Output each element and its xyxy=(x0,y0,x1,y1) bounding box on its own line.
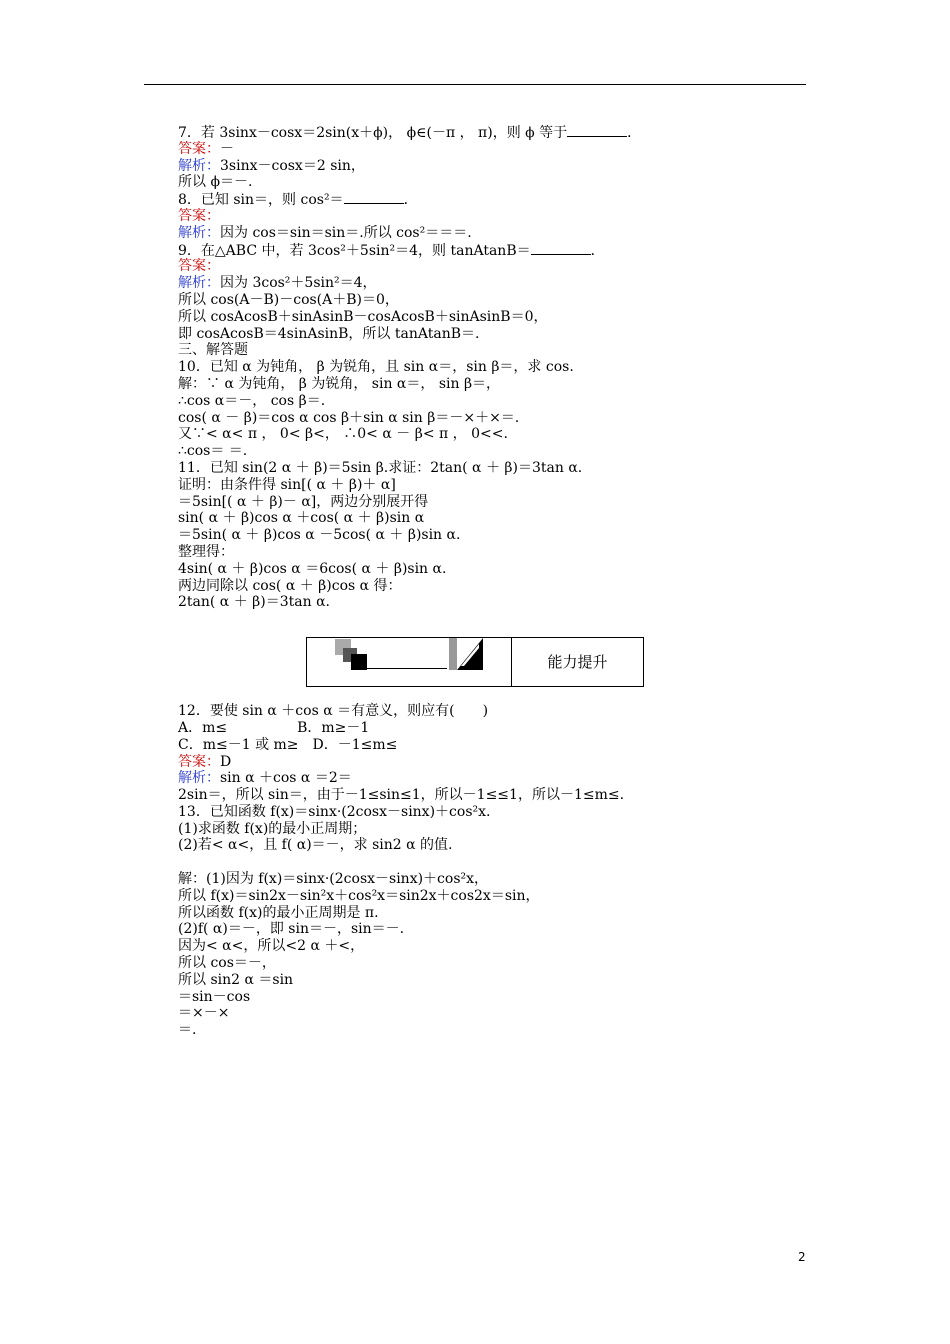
q13-line: 所以 sin2 α ＝sin xyxy=(178,971,294,988)
pencil-icon xyxy=(449,638,483,670)
banner-graphic xyxy=(307,638,512,686)
q13-line: 因为< α<，所以<2 α ＋<， xyxy=(178,938,365,955)
page-number: 2 xyxy=(798,1250,806,1264)
q9-answer xyxy=(178,258,778,275)
analysis-label: 解析： xyxy=(178,275,220,292)
q12-answer xyxy=(178,754,778,771)
analysis-label: 解析： xyxy=(178,157,220,174)
q11-line: 整理得： xyxy=(178,543,234,560)
q13-line: (2)f( α)＝－，即 sin＝－，sin＝－. xyxy=(178,921,405,938)
q11-line: 证明：由条件得 sin[( α ＋ β)＋ α] xyxy=(178,476,396,493)
header-rule xyxy=(144,84,806,85)
q12-answer-text: D xyxy=(220,753,232,770)
q7-answer-text: － xyxy=(220,140,234,157)
answer-blank xyxy=(531,242,591,255)
q8-stem-text: 8．已知 sin＝，则 cos²＝ xyxy=(178,192,344,209)
q9-line: 所以 cosAcosB＋sinAsinB－cosAcosB＋sinAsinB＝0， xyxy=(178,308,548,325)
q10-line: ∴cos α＝－， cos β＝. xyxy=(178,392,326,409)
answer-label: 答案： xyxy=(178,207,220,224)
q9-stem xyxy=(178,242,778,259)
analysis-label: 解析： xyxy=(178,770,220,787)
q7-line: 所以 ϕ＝－. xyxy=(178,174,253,191)
q12-block xyxy=(178,703,778,1039)
q13-line: 所以 cos＝－， xyxy=(178,955,276,972)
q8-analysis-text: 因为 cos＝sin＝sin＝.所以 cos²＝＝＝. xyxy=(220,224,472,241)
answer-label: 答案： xyxy=(178,753,220,770)
analysis-label: 解析： xyxy=(178,224,220,241)
q13-line: 13．已知函数 f(x)＝sinx·(2cosx－sinx)＋cos²x. xyxy=(178,803,491,820)
q8-stem-end: ． xyxy=(403,192,418,209)
q8-answer xyxy=(178,208,778,225)
q9-line: 所以 cos(A－B)－cos(A＋B)＝0， xyxy=(178,291,399,308)
decor-bar xyxy=(367,668,447,669)
q9-analysis xyxy=(178,275,778,292)
q11-line: 4sin( α ＋ β)cos α ＝6cos( α ＋ β)sin α. xyxy=(178,560,447,577)
q13-line: ＝. xyxy=(178,1022,197,1039)
q10-line: ∴cos＝ ＝. xyxy=(178,443,248,460)
q12-analysis-text: sin α ＋cos α ＝2＝ xyxy=(220,770,352,787)
q12-line: 2sin＝，所以 sin＝，由于－1≤sin≤1，所以－1≤≤1，所以－1≤m≤. xyxy=(178,787,625,804)
q9-stem-end: ． xyxy=(590,242,605,259)
q11-line: 2tan( α ＋ β)＝3tan α. xyxy=(178,594,330,611)
q7-analysis-text: 3sinx－cosx＝2 sin， xyxy=(220,157,365,174)
q13-line xyxy=(178,854,778,871)
q9-line: 即 cosAcosB＝4sinAsinB，所以 tanAtanB＝. xyxy=(178,325,480,342)
q11-line: ＝5sin( α ＋ β)cos α －5cos( α ＋ β)sin α. xyxy=(178,527,461,544)
q13-line: 所以 f(x)＝sin2x－sin²x＋cos²x＝sin2x＋cos2x＝sin， xyxy=(178,887,540,904)
section-banner xyxy=(306,637,644,687)
q9-analysis-text: 因为 3cos²＋5sin²＝4， xyxy=(220,275,377,292)
q7-analysis xyxy=(178,158,778,175)
q10-line: 又∵< α< π ， 0< β<， ∴0< α － β< π ， 0<<. xyxy=(178,426,508,443)
q10-line: 解：∵ α 为钝角， β 为锐角， sin α＝， sin β＝， xyxy=(178,375,501,392)
q13-line: ＝sin－cos xyxy=(178,988,251,1005)
q11-line: ＝5sin[( α ＋ β)－ α]，两边分别展开得 xyxy=(178,493,429,510)
q11-line: 两边同除以 cos( α ＋ β)cos α 得： xyxy=(178,577,402,594)
q8-analysis xyxy=(178,225,778,242)
section-heading: 三、解答题 xyxy=(178,342,248,359)
q13-line: 解：(1)因为 f(x)＝sinx·(2cosx－sinx)＋cos²x， xyxy=(178,871,489,888)
page-content xyxy=(178,124,778,1039)
decor-square-dark xyxy=(351,654,367,670)
answer-label: 答案： xyxy=(178,140,220,157)
q12-stem: 12．要使 sin α ＋cos α ＝有意义，则应有( ) xyxy=(178,703,489,720)
q7-answer xyxy=(178,141,778,158)
q7-stem-end: ． xyxy=(627,125,642,141)
q7-stem-text: 7．若 3sinx－cosx＝2sin(x＋ϕ)， ϕ∈(－π ， π)，则 ϕ 等于 xyxy=(178,125,568,141)
q13-line: (1)求函数 f(x)的最小正周期； xyxy=(178,820,367,837)
q13-line: 所以函数 f(x)的最小正周期是 π. xyxy=(178,904,379,921)
banner-title: 能力提升 xyxy=(547,652,608,671)
q7-stem xyxy=(178,124,778,141)
q11-line: sin( α ＋ β)cos α ＋cos( α ＋ β)sin α xyxy=(178,510,425,527)
q13-line: ＝×－× xyxy=(178,1005,230,1022)
q11-line: 11．已知 sin(2 α ＋ β)＝5sin β.求证：2tan( α ＋ β)＝3tan α. xyxy=(178,459,583,476)
q13-line: (2)若< α<，且 f( α)＝－，求 sin2 α 的值. xyxy=(178,837,453,854)
q12-options: C．m≤－1 或 m≥ D．－1≤m≤ xyxy=(178,736,398,753)
answer-blank xyxy=(344,191,404,204)
q12-analysis xyxy=(178,770,778,787)
q8-stem xyxy=(178,191,778,208)
q10-line: cos( α － β)＝cos α cos β＋sin α sin β＝－×＋×＝. xyxy=(178,409,520,426)
answer-label: 答案： xyxy=(178,258,220,275)
q12-options: A．m≤ B．m≥－1 xyxy=(178,719,370,736)
answer-blank xyxy=(567,124,627,137)
q9-stem-text: 9．在△ABC 中，若 3cos²＋5sin²＝4，则 tanAtanB＝ xyxy=(178,242,531,259)
q10-line: 10．已知 α 为钝角， β 为锐角，且 sin α＝，sin β＝，求 cos. xyxy=(178,359,574,376)
